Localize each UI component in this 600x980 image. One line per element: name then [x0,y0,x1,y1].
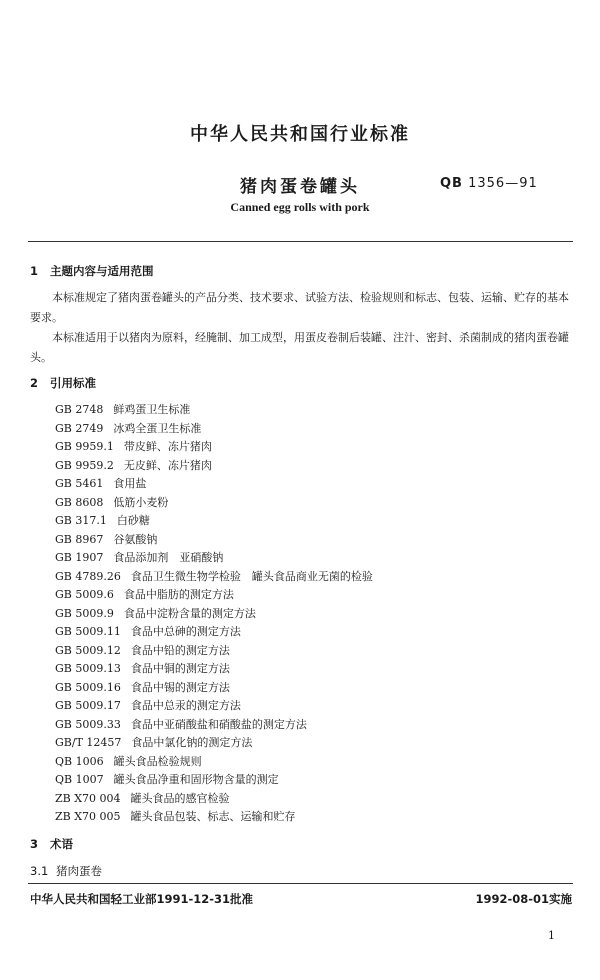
reference-item [55,420,201,436]
reference-code: GB 8608 [55,495,104,509]
standard-code-number: 1356—91 [468,176,538,191]
reference-name: 谷氨酸钠 [113,532,158,546]
reference-item [55,642,230,658]
header-divider [28,241,573,242]
reference-name: 食品中亚硝酸盐和硝酸盐的测定方法 [130,717,307,731]
reference-item [55,734,252,750]
reference-code: GB 5009.12 [55,643,121,657]
reference-name: 冰鸡全蛋卫生标准 [113,421,202,435]
reference-code: GB/T 12457 [55,736,122,749]
reference-code: GB 5009.6 [55,588,114,601]
reference-code: GB 5009.11 [55,625,121,638]
reference-code: GB 5009.17 [55,699,121,712]
reference-code: GB 2749 [55,421,104,435]
reference-item [55,790,230,806]
section-3-1-heading [30,863,102,879]
reference-name: 食品中淀粉含量的测定方法 [123,606,256,620]
reference-name: 罐头食品的感官检验 [130,791,230,805]
reference-item [55,605,256,621]
footer-divider [28,883,573,884]
reference-item [55,549,223,565]
reference-item [55,401,190,417]
reference-code: GB 5461 [55,477,104,490]
reference-item [55,494,168,510]
reference-code: GB 1907 [55,551,104,564]
reference-name: 罐头食品包装、标志、运输和贮存 [130,810,296,823]
reference-name: 食品中氯化钠的测定方法 [131,736,253,749]
section-title: 引用标准 [50,376,96,390]
reference-code: GB 5009.33 [55,717,121,731]
section-number: 3 [30,837,39,851]
reference-item [55,660,230,676]
reference-name: 鲜鸡蛋卫生标准 [113,403,191,416]
reference-name: 食品中铅的测定方法 [130,643,230,657]
reference-item [55,623,241,639]
english-title: Canned egg rolls with pork [230,200,370,214]
reference-name: 罐头食品检验规则 [113,754,202,768]
reference-name: 白砂糖 [116,514,150,527]
section-number: 2 [30,376,39,390]
reference-item [55,475,146,491]
reference-name: 食品中铜的测定方法 [130,662,230,675]
reference-code: GB 317.1 [55,514,107,527]
reference-name: 食品卫生微生物学检验 罐头食品商业无菌的检验 [130,569,373,583]
section-title: 主题内容与适用范围 [50,264,154,278]
reference-name: 低筋小麦粉 [113,495,169,509]
reference-code: GB 2748 [55,403,104,416]
implementation-date: 1992-08-01实施 [475,892,572,906]
section-1-heading [30,263,154,279]
section-title: 术语 [50,837,73,851]
reference-code: GB 5009.9 [55,606,114,620]
document-title: 猪肉蛋卷罐头 [240,177,360,197]
page-number: 1 [548,929,555,942]
standard-code-prefix: QB [440,176,463,191]
reference-code: ZB X70 005 [55,810,121,823]
standard-code [440,176,538,191]
reference-code: GB 8967 [55,532,104,546]
reference-code: ZB X70 004 [55,791,121,805]
section-2-heading [30,375,96,391]
reference-name: 食品中脂肪的测定方法 [123,588,234,601]
reference-code: QB 1007 [55,773,104,786]
section-1-paragraph-1: 本标准规定了猪肉蛋卷罐头的产品分类、技术要求、试验方法、检验规则和标志、包装、运输、贮存的基本要求。 [30,291,569,324]
section-1-paragraph-2: 本标准适用于以猪肉为原料，经腌制、加工成型，用蛋皮卷制后装罐、注汁、密封、杀菌制成的猪肉蛋卷罐头。 [30,331,569,364]
reference-item [55,753,202,769]
reference-code: GB 9959.2 [55,458,114,472]
reference-code: GB 5009.13 [55,662,121,675]
reference-code: GB 4789.26 [55,569,121,583]
reference-name: 食用盐 [113,477,147,490]
reference-item [55,586,234,602]
reference-item [55,697,241,713]
reference-name: 带皮鲜、冻片猪肉 [123,440,212,453]
section-number: 1 [30,264,39,278]
reference-item [55,531,157,547]
section-3-heading [30,836,73,852]
reference-code: GB 5009.16 [55,680,121,694]
reference-item [55,679,230,695]
reference-name: 食品中总砷的测定方法 [130,625,241,638]
reference-item [55,771,279,787]
section-title: 猪肉蛋卷 [56,864,102,878]
reference-item [55,716,307,732]
reference-code: QB 1006 [55,754,104,768]
reference-item [55,457,212,473]
reference-name: 食品添加剂 亚硝酸钠 [113,551,224,564]
section-number: 3.1 [30,864,49,878]
reference-code: GB 9959.1 [55,440,114,453]
reference-name: 食品中总汞的测定方法 [130,699,241,712]
reference-item [55,438,212,454]
issuing-organization: 中华人民共和国行业标准 [190,124,410,145]
reference-item [55,808,296,824]
reference-name: 罐头食品净重和固形物含量的测定 [113,773,279,786]
approval-statement: 中华人民共和国轻工业部1991-12-31批准 [30,892,254,906]
reference-item [55,512,150,528]
reference-item [55,568,373,584]
reference-name: 食品中锡的测定方法 [130,680,230,694]
reference-name: 无皮鲜、冻片猪肉 [123,458,212,472]
